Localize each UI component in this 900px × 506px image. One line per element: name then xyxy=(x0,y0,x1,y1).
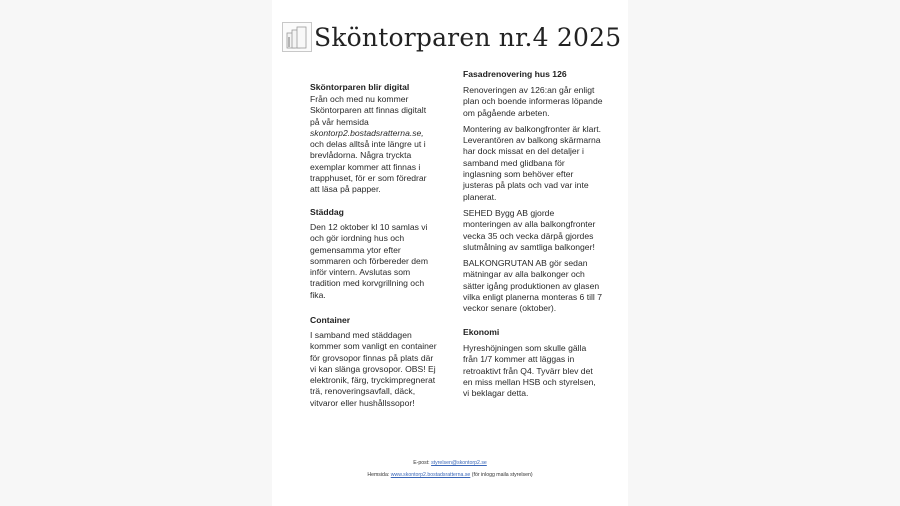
section-ekonomi xyxy=(463,327,603,404)
section-text: Hyreshöjningen som skulle gälla från 1/7 kommer att läggas in retroaktivt från Q4. Tyvärr blev det en miss mellan HSB och styrelsen, vi beklagar detta. xyxy=(463,343,596,399)
website-label: Hemsida: xyxy=(367,472,390,478)
section-heading: Ekonomi xyxy=(463,327,500,337)
section-paragraph: SEHED Bygg AB gjorde monteringen av alla balkongfronter vecka 35 och vecka därpå gjordes slutmålning av samtliga balkonger! xyxy=(463,207,596,252)
section-text: Från och med nu kommer Sköntorparen att finnas digitalt på vår hemsida skontorp2.bostadsratterna.se, och delas alltså inte längre ut i brevlådorna. Några tryckta exemplar kommer att finnas i trapphuset, för er som föredrar att läsa på papper. xyxy=(310,94,427,195)
email-label: E-post: xyxy=(413,460,430,466)
section-digital xyxy=(310,82,438,201)
document-stack-icon xyxy=(282,22,312,52)
website-reference: skontorp2.bostadsratterna.se, xyxy=(310,127,424,138)
document-page xyxy=(272,0,628,506)
website-note: (för inlogg maila styrelsen) xyxy=(471,472,533,478)
section-text: I samband med städdagen kommer som vanligt en container för grovsopor finnas på plats där vi kan slänga grovsopor. OBS! Ej elektronik, färg, tryckimpregnerat trä, renoveringsavfall, däck, vitvaror eller hushållssopor! xyxy=(310,330,437,408)
section-heading: Fasadrenovering hus 126 xyxy=(463,69,567,79)
section-text: Den 12 oktober kl 10 samlas vi och gör iordning hus och gemensamma ytor efter sommaren och förbereder dem inför vintern. Avslutas som tradition med korvgrillning och fika. xyxy=(310,222,428,300)
section-heading: Städdag xyxy=(310,207,344,217)
section-staddag xyxy=(310,207,438,306)
section-heading: Sköntorparen blir digital xyxy=(310,82,410,92)
section-paragraph: BALKONGRUTAN AB gör sedan mätningar av alla balkonger och sätter igång produktionen av glasen vilka enligt planerna monteras 6 till 7 veckor senare (oktober). xyxy=(463,258,603,314)
section-container xyxy=(310,315,438,414)
website-link[interactable]: www.skontorp2.bostadsratterna.se xyxy=(390,472,471,478)
section-paragraph: Renoveringen av 126:an går enligt plan och boende informeras löpande om pågående arbeten. xyxy=(463,85,603,118)
email-link[interactable]: styrelsen@skontorp2.se xyxy=(431,460,487,466)
section-heading: Container xyxy=(310,315,351,325)
section-paragraph: Montering av balkongfronter är klart. Leverantören av balkong skärmarna har dock missat en del detaljer i samband med glidbana för inglasning som behöver efter justeras på plats och vad var inte planerat. xyxy=(463,123,602,202)
footer-website-line xyxy=(272,472,628,479)
section-fasadrenovering xyxy=(463,69,603,320)
newsletter-title: Sköntorparen nr.4 2025 xyxy=(314,23,622,52)
footer-email-line xyxy=(272,460,628,467)
